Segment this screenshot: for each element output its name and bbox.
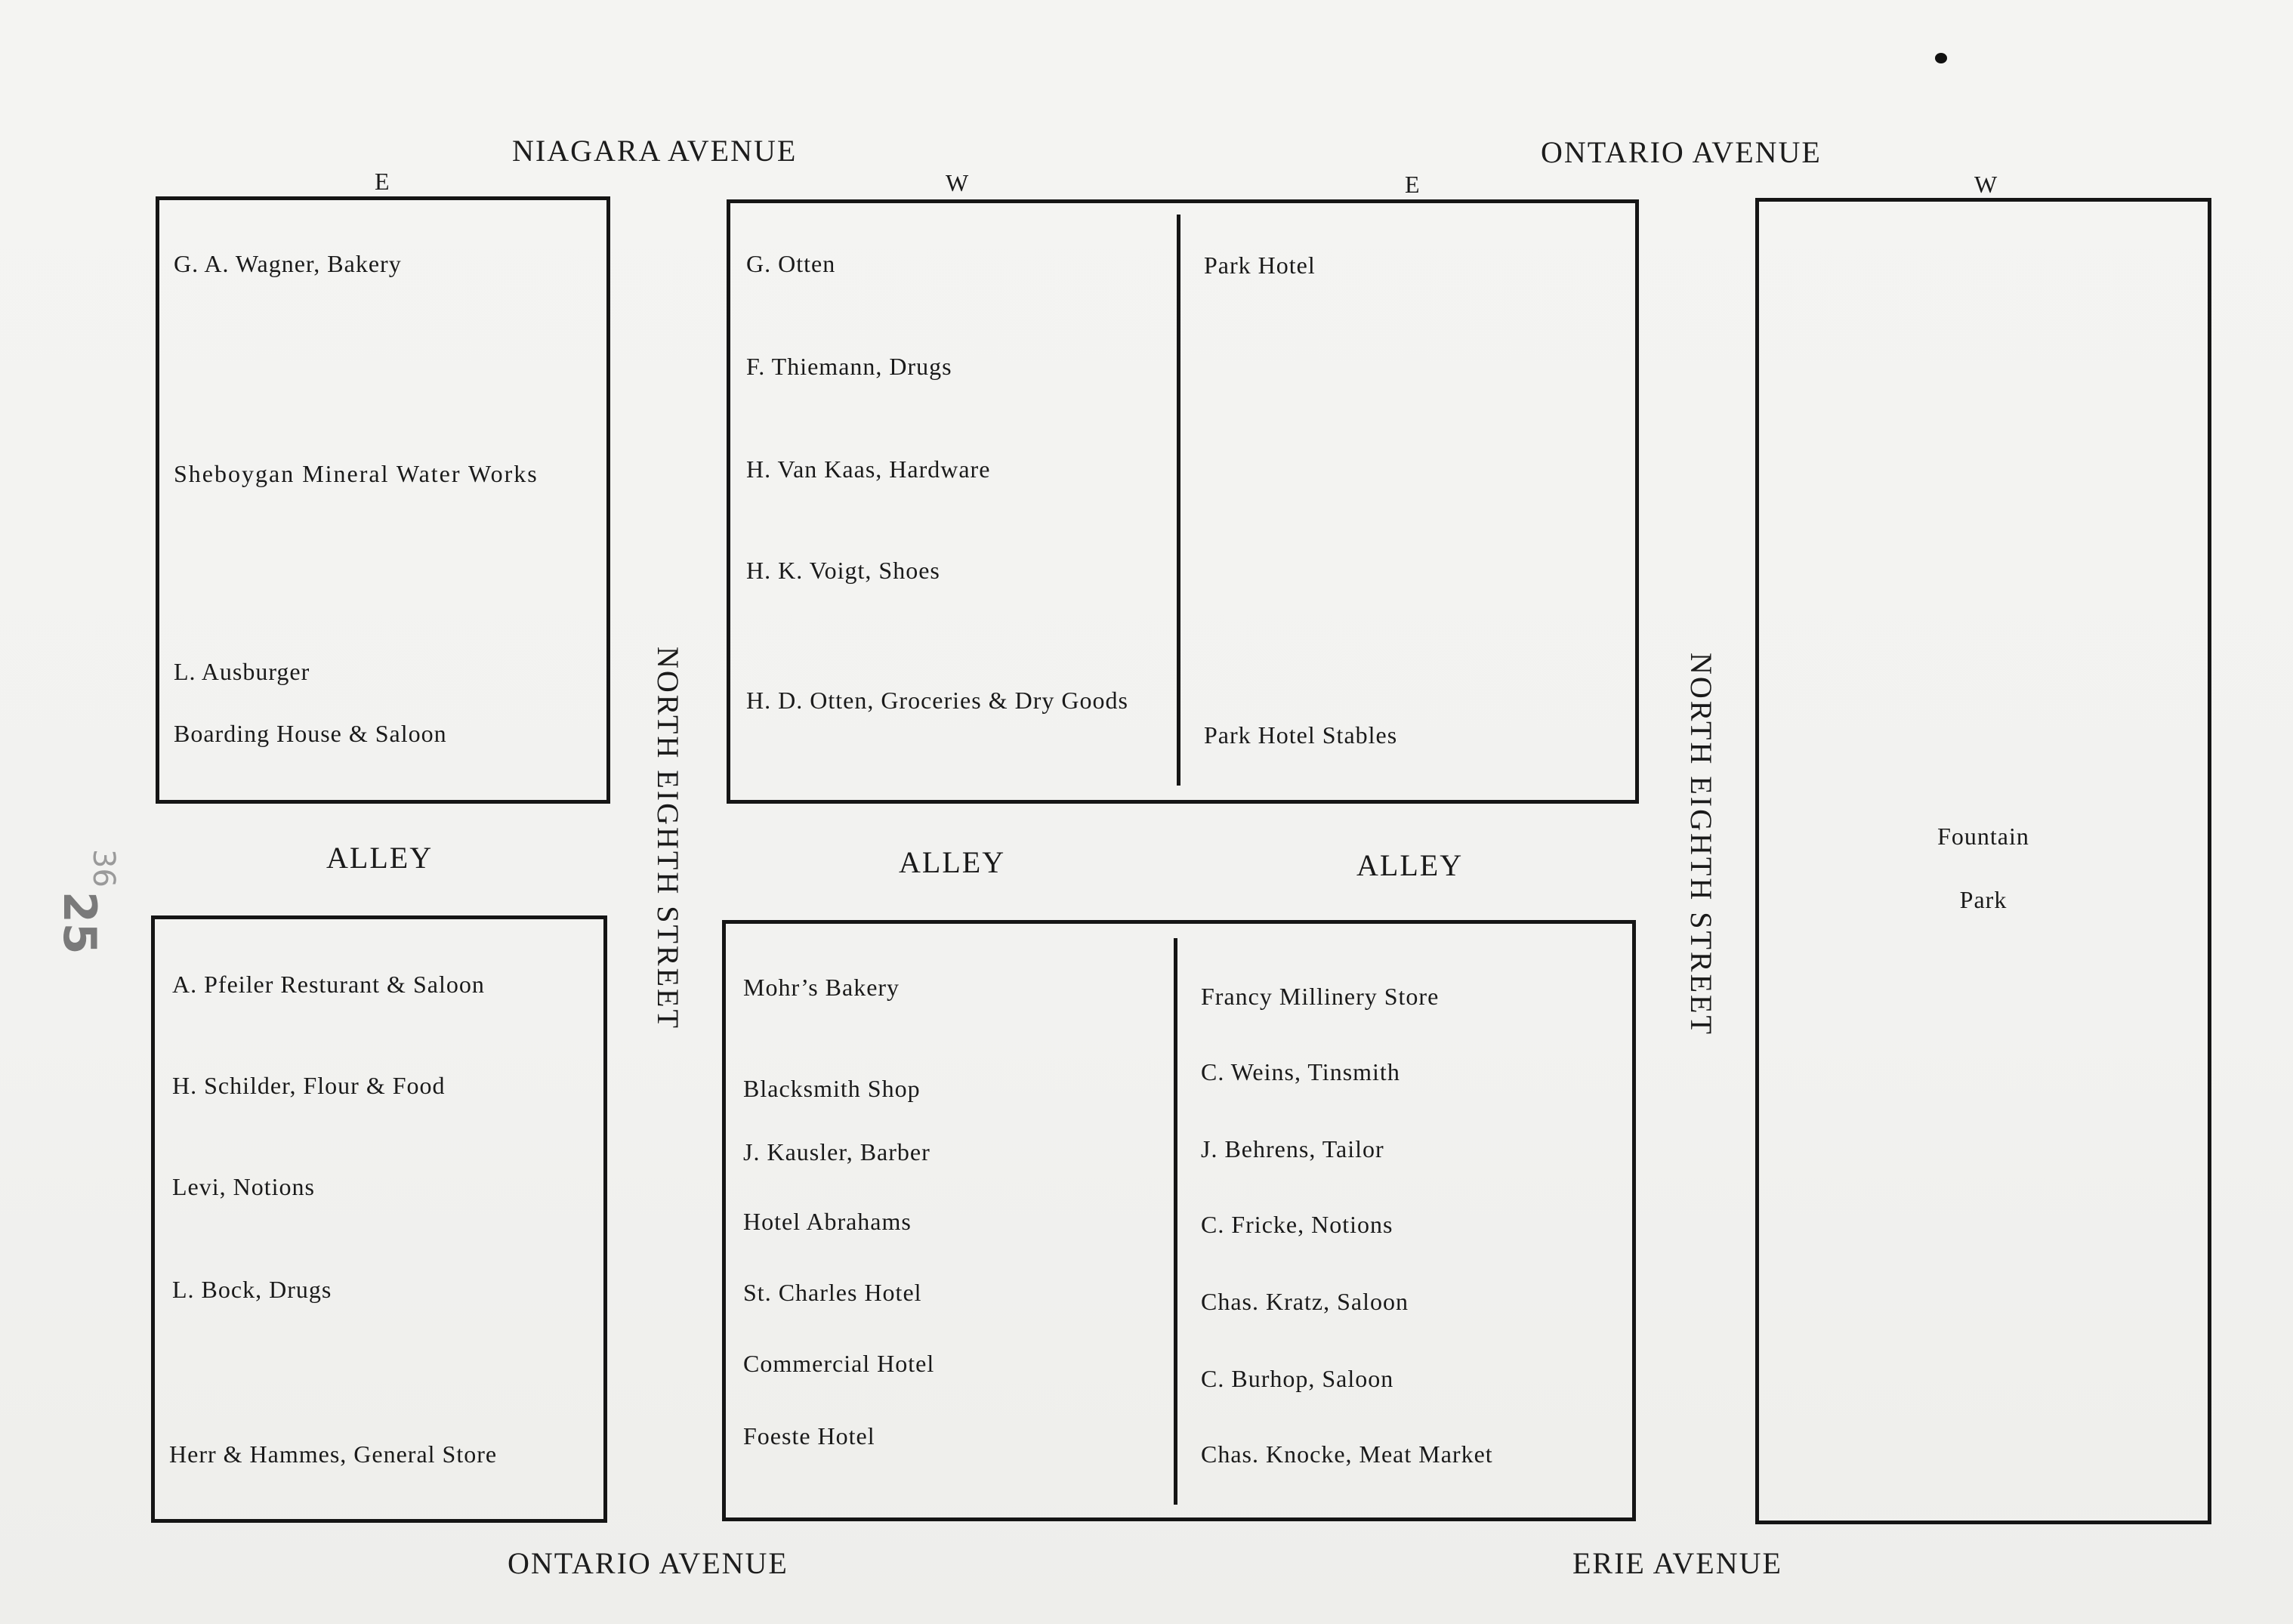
business-label: L. Bock, Drugs — [172, 1276, 332, 1303]
alley-label-middle: ALLEY — [899, 845, 1006, 879]
business-label: C. Fricke, Notions — [1201, 1211, 1393, 1238]
alley-label-right: ALLEY — [1356, 848, 1464, 882]
business-label: H. D. Otten, Groceries & Dry Goods — [746, 687, 1128, 714]
direction-marker-e-left: E — [375, 168, 390, 195]
business-label: H. Van Kaas, Hardware — [746, 455, 991, 483]
street-erie-avenue-bottom: ERIE AVENUE — [1572, 1546, 1782, 1580]
business-label: J. Behrens, Tailor — [1201, 1135, 1384, 1162]
park-label: Park — [1959, 886, 2008, 913]
business-label: St. Charles Hotel — [743, 1279, 922, 1306]
block-fountain-park — [1755, 198, 2211, 1524]
page-number-stamp: 25 — [53, 891, 106, 955]
business-label: C. Burhop, Saloon — [1201, 1365, 1394, 1392]
business-label: Levi, Notions — [172, 1173, 315, 1200]
street-ontario-avenue-top: ONTARIO AVENUE — [1541, 135, 1822, 169]
business-label: Park Hotel Stables — [1204, 721, 1398, 749]
direction-marker-e-middle-right: E — [1405, 171, 1420, 198]
ink-dot — [1935, 53, 1947, 63]
business-label: Hotel Abrahams — [743, 1208, 912, 1235]
street-niagara-avenue-top: NIAGARA AVENUE — [512, 134, 798, 168]
page-stamp-mark: 36 — [86, 849, 121, 888]
business-label: G. A. Wagner, Bakery — [174, 250, 402, 277]
business-label: G. Otten — [746, 250, 836, 277]
business-label: Blacksmith Shop — [743, 1075, 921, 1102]
direction-marker-w-right: W — [1974, 171, 1998, 198]
alley-label-left: ALLEY — [326, 841, 434, 875]
business-label: L. Ausburger — [174, 658, 310, 685]
business-label: Herr & Hammes, General Store — [169, 1440, 498, 1468]
business-label: J. Kausler, Barber — [743, 1138, 930, 1166]
block-bottom-left — [151, 915, 607, 1523]
street-ontario-avenue-bottom: ONTARIO AVENUE — [508, 1546, 789, 1580]
business-label: F. Thiemann, Drugs — [746, 353, 952, 380]
business-label: Chas. Kratz, Saloon — [1201, 1288, 1409, 1315]
business-label: Commercial Hotel — [743, 1350, 935, 1377]
business-label: Chas. Knocke, Meat Market — [1201, 1440, 1493, 1468]
park-label: Fountain — [1937, 823, 2029, 850]
business-label: Park Hotel — [1204, 252, 1316, 279]
street-north-eighth-left: NORTH EIGHTH STREET — [651, 647, 685, 1030]
street-north-eighth-right: NORTH EIGHTH STREET — [1684, 653, 1718, 1036]
business-label: Foeste Hotel — [743, 1422, 875, 1450]
business-label: Francy Millinery Store — [1201, 983, 1440, 1010]
block-divider — [1177, 215, 1180, 786]
business-label: Mohr’s Bakery — [743, 974, 900, 1001]
direction-marker-w-middle-left: W — [946, 169, 969, 196]
business-label: H. Schilder, Flour & Food — [172, 1072, 446, 1099]
business-label: C. Weins, Tinsmith — [1201, 1058, 1400, 1085]
business-label: A. Pfeiler Resturant & Saloon — [172, 971, 485, 998]
business-label: Boarding House & Saloon — [174, 720, 447, 747]
business-label: H. K. Voigt, Shoes — [746, 557, 940, 584]
block-top-left — [156, 196, 610, 804]
business-label: Sheboygan Mineral Water Works — [174, 460, 539, 487]
block-divider — [1174, 938, 1177, 1505]
